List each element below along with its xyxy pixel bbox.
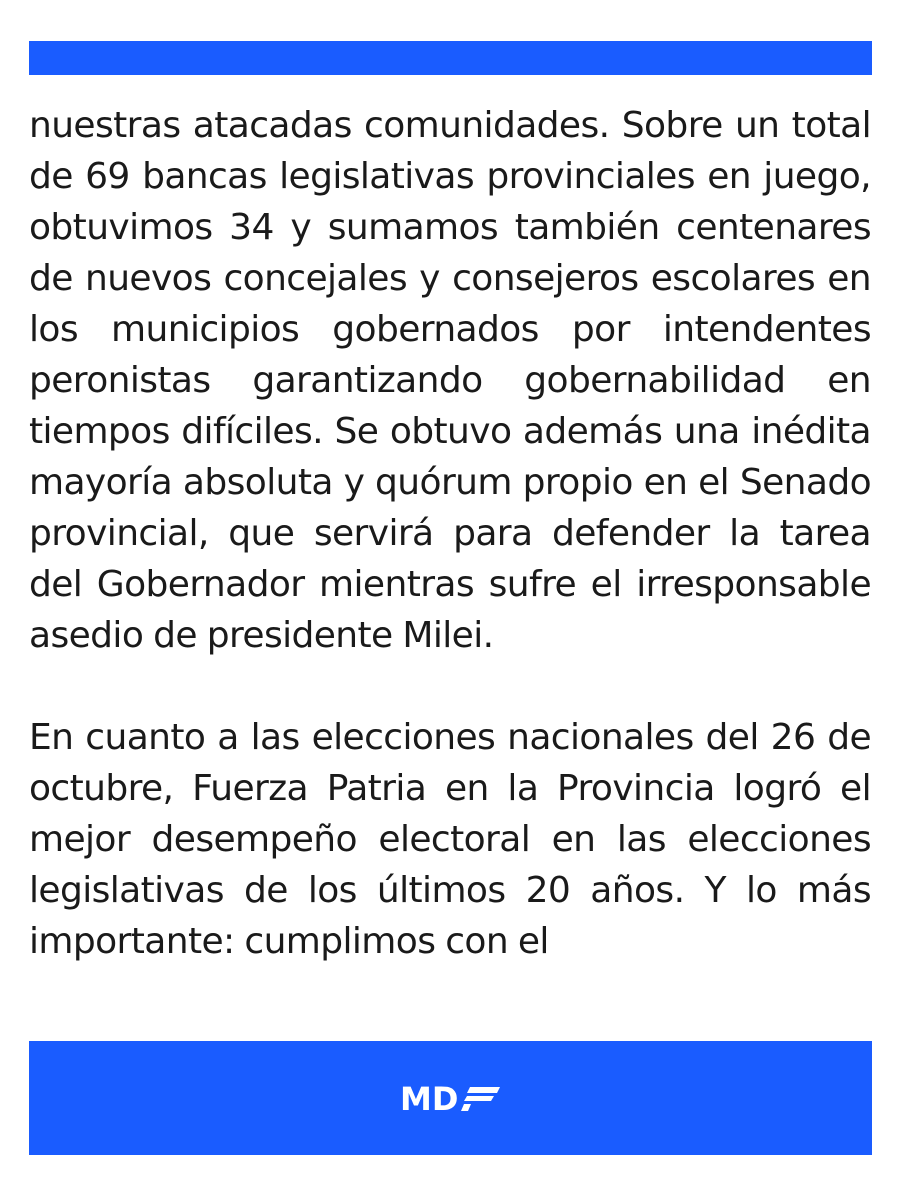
article-body [29, 100, 871, 967]
footer-bar [29, 1041, 872, 1155]
mdf-logo-text: MD [399, 1084, 458, 1112]
f-mark-icon [461, 1087, 500, 1111]
mdf-logo [400, 1084, 502, 1112]
top-accent-bar [29, 41, 872, 75]
article-paragraph-2: En cuanto a las elecciones nacionales del 26 de octubre, Fuerza Patria en la Provincia logró el mejor desempeño electoral en las elecciones legislativas de los últimos 20 años. Y lo más importante: cumplimos con el [29, 717, 871, 962]
article-paragraph-1: nuestras atacadas comunidades. Sobre un total de 69 bancas legislativas provinciales en juego, obtuvimos 34 y sumamos también centenares de nuevos concejales y consejeros escolares en los municipios gobernados por intendentes peronistas garantizando gobernabilidad en tiempos difíciles. Se obtuvo además una inédita mayoría absoluta y quórum propio en el Senado provincial, que servirá para defender la tarea del Gobernador mientras sufre el irresponsable asedio de presidente Milei. [29, 105, 871, 656]
